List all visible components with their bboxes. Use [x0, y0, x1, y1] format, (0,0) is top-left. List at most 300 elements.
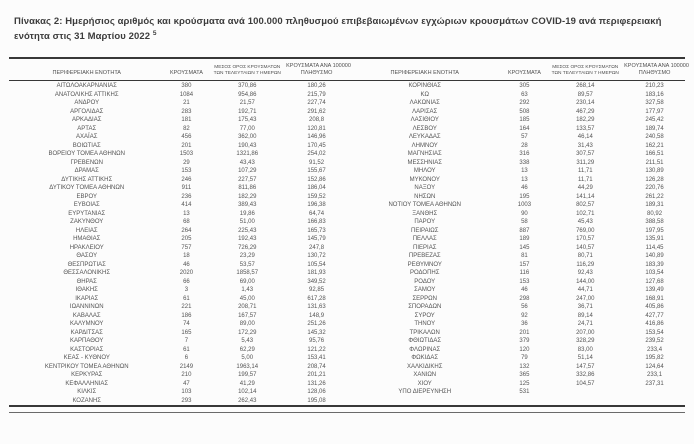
cell-region: ΑΙΤΩΛΟΑΚΑΡΝΑΝΙΑΣ — [56, 83, 117, 90]
table-row — [9, 235, 347, 244]
cell-per100k: 183,39 — [645, 261, 664, 268]
cell-cases: 157 — [519, 261, 530, 268]
cell-avg7: 21,57 — [239, 100, 255, 107]
cell-avg7: 45,00 — [239, 295, 255, 302]
cell-per100k: 114,45 — [645, 244, 664, 251]
cell-region: ΚΑΒΑΛΑΣ — [72, 312, 101, 319]
table-row — [347, 337, 685, 346]
cell-region: ΧΑΝΙΩΝ — [413, 372, 437, 379]
table-row — [347, 82, 685, 91]
cell-per100k: 153,41 — [307, 355, 326, 362]
cell-per100k: 189,74 — [645, 125, 664, 132]
table-row — [347, 201, 685, 210]
cell-region: ΡΟΔΟΥ — [414, 278, 436, 285]
table-row — [347, 380, 685, 389]
cell-region: ΣΥΡΟΥ — [414, 312, 435, 319]
cell-region: ΔΥΤΙΚΗΣ ΑΤΤΙΚΗΣ — [61, 176, 113, 183]
cell-avg7: 170,57 — [576, 236, 595, 243]
cell-per100k: 140,89 — [645, 253, 664, 260]
cell-avg7: 227,57 — [238, 176, 257, 183]
cell-per100k: 135,91 — [645, 236, 664, 243]
cell-avg7: 332,86 — [576, 372, 595, 379]
cell-cases: 61 — [183, 346, 190, 353]
header-cases: ΚΡΟΥΣΜΑΤΑ — [169, 70, 203, 77]
cell-avg7: 208,71 — [238, 304, 257, 311]
cell-per100k: 245,42 — [645, 117, 664, 124]
cell-per100k: 159,52 — [307, 193, 326, 200]
left-table-body — [9, 82, 347, 405]
table-row — [347, 244, 685, 253]
right-table-body — [347, 82, 685, 405]
cell-region: ΠΕΙΡΑΙΩΣ — [411, 227, 439, 234]
cell-region: ΠΕΛΛΑΣ — [412, 236, 437, 243]
cell-region: ΗΛΕΙΑΣ — [75, 227, 98, 234]
cell-per100k: 126,28 — [645, 176, 664, 183]
cell-per100k: 177,97 — [645, 108, 664, 115]
table-row — [9, 193, 347, 202]
cell-avg7: 36,71 — [577, 304, 593, 311]
covid-regional-table — [9, 57, 689, 407]
table-row — [9, 261, 347, 270]
cell-cases: 79 — [521, 355, 528, 362]
cell-per100k: 327,58 — [645, 100, 664, 107]
cell-avg7: 167,57 — [238, 312, 257, 319]
cell-region: ΡΟΔΟΠΗΣ — [410, 270, 440, 277]
cell-avg7: 362,00 — [238, 134, 257, 141]
table-row — [9, 371, 347, 380]
cell-avg7: 175,43 — [238, 117, 257, 124]
table-row — [9, 244, 347, 253]
table-row — [9, 201, 347, 210]
cell-cases: 92 — [521, 312, 528, 319]
cell-region: ΙΘΑΚΗΣ — [75, 287, 98, 294]
cell-per100k: 152,86 — [307, 176, 326, 183]
cell-region: ΜΥΚΟΝΟΥ — [409, 176, 440, 183]
cell-avg7: 726,29 — [238, 244, 257, 251]
cell-region: ΚΩ — [420, 91, 429, 98]
cell-region: ΠΡΕΒΕΖΑΣ — [408, 253, 441, 260]
table-row — [347, 388, 685, 397]
cell-avg7: 328,29 — [576, 338, 595, 345]
table-row — [9, 312, 347, 321]
table-row — [9, 116, 347, 125]
cell-cases: 292 — [519, 100, 530, 107]
table-row — [9, 380, 347, 389]
cell-per100k: 261,22 — [645, 193, 664, 200]
cell-cases: 2149 — [179, 363, 194, 370]
table-row — [347, 176, 685, 185]
cell-region: ΚΑΡΠΑΘΟΥ — [70, 338, 104, 345]
table-row — [347, 354, 685, 363]
cell-cases: 293 — [181, 397, 192, 404]
cell-cases: 46 — [183, 261, 190, 268]
cell-per100k: 168,91 — [645, 295, 664, 302]
table-row — [9, 303, 347, 312]
table-row — [9, 210, 347, 219]
cell-avg7: 46,14 — [577, 134, 593, 141]
cell-cases: 18 — [183, 253, 190, 260]
cell-region: ΗΡΑΚΛΕΙΟΥ — [69, 244, 104, 251]
cell-region: ΛΗΜΝΟΥ — [411, 142, 438, 149]
cell-cases: 164 — [519, 125, 530, 132]
cell-cases: 116 — [519, 270, 530, 277]
cell-per100k: 197,95 — [645, 227, 664, 234]
cell-per100k: 146,96 — [307, 134, 326, 141]
cell-region: ΑΡΚΑΔΙΑΣ — [72, 117, 102, 124]
cell-per100k: 189,31 — [645, 202, 664, 209]
cell-cases: 186 — [181, 312, 192, 319]
cell-per100k: 139,49 — [645, 287, 664, 294]
cell-region: ΕΥΡΥΤΑΝΙΑΣ — [68, 210, 106, 217]
cell-cases: 338 — [519, 159, 530, 166]
cell-cases: 2020 — [179, 270, 194, 277]
table-row — [347, 363, 685, 372]
cell-avg7: 140,57 — [576, 244, 595, 251]
cell-avg7: 51,14 — [577, 355, 593, 362]
cell-cases: 6 — [184, 355, 189, 362]
table-row — [347, 312, 685, 321]
cell-region: ΚΕΦΑΛΛΗΝΙΑΣ — [65, 380, 109, 387]
cell-cases: 1084 — [179, 91, 194, 98]
header-per100k — [286, 63, 351, 78]
cell-region: ΛΕΣΒΟΥ — [412, 125, 437, 132]
cell-per100k: 92,85 — [309, 287, 325, 294]
table-row — [347, 193, 685, 202]
table-row — [9, 167, 347, 176]
cell-avg7: 89,57 — [577, 91, 593, 98]
cell-avg7: 802,57 — [576, 202, 595, 209]
cell-cases: 29 — [183, 159, 190, 166]
table-row — [347, 125, 685, 134]
cell-per100k: 208,8 — [309, 117, 325, 124]
cell-avg7: 69,00 — [239, 278, 255, 285]
cell-per100k: 201,21 — [307, 372, 326, 379]
cell-region: ΦΩΚΙΔΑΣ — [411, 355, 439, 362]
cell-per100k: 181,93 — [307, 270, 326, 277]
cell-avg7: 24,71 — [577, 321, 593, 328]
cell-per100k: 349,52 — [307, 278, 326, 285]
cell-cases: 1003 — [517, 202, 532, 209]
cell-region: ΛΑΚΩΝΙΑΣ — [409, 100, 440, 107]
table-row — [347, 218, 685, 227]
header-per100k-line2: ΠΛΗΘΥΣΜΟ — [300, 70, 333, 77]
cell-avg7: 11,71 — [577, 176, 593, 183]
table-row — [9, 363, 347, 372]
cell-cases: 316 — [519, 151, 530, 158]
table-row — [9, 142, 347, 151]
cell-region: ΚΙΛΚΙΣ — [77, 389, 97, 396]
table-caption — [0, 0, 692, 44]
table-row — [347, 261, 685, 270]
table-row — [9, 346, 347, 355]
cell-region: ΘΕΣΠΡΩΤΙΑΣ — [67, 261, 106, 268]
table-row — [347, 167, 685, 176]
cell-cases: 185 — [519, 117, 530, 124]
bottom-rule — [9, 412, 685, 413]
table-caption-text: Πίνακας 2: Ημερήσιος αριθμός και κρούσματα ανά 100.000 πληθυσμού επιβεβαιωμένων εγχώριων κρουσμάτων COVID-19 ανά περιφερειακή ενότητα στις 31 Μαρτίου 2022 — [14, 16, 662, 42]
cell-per100k: 120,81 — [307, 125, 326, 132]
cell-cases: 221 — [181, 304, 192, 311]
cell-per100k: 64,74 — [309, 210, 325, 217]
cell-region: ΛΕΥΚΑΔΑΣ — [408, 134, 441, 141]
table-row — [9, 133, 347, 142]
footnote-marker: 5 — [152, 29, 157, 37]
cell-avg7: 44,71 — [577, 287, 593, 294]
cell-region: ΚΕΑΣ - ΚΥΘΝΟΥ — [63, 355, 110, 362]
cell-region: ΚΑΡΔΙΤΣΑΣ — [70, 329, 103, 336]
cell-avg7: 311,29 — [576, 159, 595, 166]
cell-avg7: 141,14 — [576, 193, 595, 200]
table-row — [347, 303, 685, 312]
cell-per100k: 617,28 — [307, 295, 326, 302]
cell-avg7: 1963,14 — [236, 363, 259, 370]
cell-cases: 283 — [181, 108, 192, 115]
cell-per100k: 247,8 — [309, 244, 325, 251]
cell-per100k: 211,51 — [645, 159, 664, 166]
table-row — [347, 329, 685, 338]
cell-per100k: 155,67 — [307, 168, 326, 175]
header-per100k-line1: ΚΡΟΥΣΜΑΤΑ ΑΝΑ 100000 — [624, 63, 689, 70]
cell-cases: 90 — [521, 210, 528, 217]
cell-per100k: 170,45 — [307, 142, 326, 149]
header-avg7 — [546, 65, 624, 78]
cell-avg7: 51,00 — [239, 219, 255, 226]
table-row — [9, 176, 347, 185]
table-row — [9, 295, 347, 304]
cell-cases: 1503 — [179, 151, 194, 158]
cell-region: ΠΙΕΡΙΑΣ — [413, 244, 437, 251]
cell-avg7: 370,86 — [238, 83, 257, 90]
cell-avg7: 53,57 — [239, 261, 255, 268]
table-row — [9, 82, 347, 91]
cell-per100k: 195,08 — [307, 397, 326, 404]
header-per100k — [624, 63, 689, 78]
header-cases: ΚΡΟΥΣΜΑΤΑ — [507, 70, 541, 77]
cell-cases: 13 — [521, 176, 528, 183]
cell-cases: 13 — [521, 168, 528, 175]
cell-avg7: 1,43 — [241, 287, 254, 294]
cell-avg7: 769,00 — [576, 227, 595, 234]
cell-per100k: 153,54 — [645, 329, 664, 336]
cell-per100k: 239,52 — [645, 338, 664, 345]
table-row — [347, 346, 685, 355]
header-region: ΠΕΡΙΦΕΡΕΙΑΚΗ ΕΝΟΤΗΤΑ — [52, 70, 121, 77]
cell-avg7: 182,29 — [576, 117, 595, 124]
cell-region: ΠΑΡΟΥ — [414, 219, 436, 226]
cell-per100k: 80,92 — [647, 210, 663, 217]
cell-region: ΘΕΣΣΑΛΟΝΙΚΗΣ — [63, 270, 111, 277]
cell-per100k: 291,62 — [307, 108, 326, 115]
table-row — [9, 278, 347, 287]
cell-avg7: 225,43 — [238, 227, 257, 234]
cell-avg7: 262,43 — [238, 397, 257, 404]
cell-cases: 165 — [181, 329, 192, 336]
table-row — [347, 99, 685, 108]
cell-per100k: 148,9 — [309, 312, 325, 319]
cell-avg7: 102,71 — [576, 210, 595, 217]
cell-region: ΘΗΡΑΣ — [76, 278, 97, 285]
table-row — [9, 286, 347, 295]
cell-region: ΚΕΡΚΥΡΑΣ — [71, 372, 103, 379]
table-row — [9, 108, 347, 117]
cell-cases: 264 — [181, 227, 192, 234]
cell-region: ΘΑΣΟΥ — [76, 253, 98, 260]
cell-per100k: 105,54 — [307, 261, 326, 268]
table-row — [347, 295, 685, 304]
cell-region: ΔΡΑΜΑΣ — [74, 168, 99, 175]
cell-avg7: 199,57 — [238, 372, 257, 379]
cell-cases: 56 — [521, 304, 528, 311]
cell-per100k: 145,79 — [307, 236, 326, 243]
cell-cases: 74 — [183, 321, 190, 328]
cell-per100k: 405,86 — [645, 304, 664, 311]
cell-per100k: 131,63 — [307, 304, 326, 311]
cell-region: ΜΕΣΣΗΝΙΑΣ — [407, 159, 442, 166]
cell-per100k: 233,1 — [647, 372, 663, 379]
cell-cases: 13 — [183, 210, 190, 217]
cell-per100k: 166,51 — [645, 151, 664, 158]
cell-cases: 456 — [181, 134, 192, 141]
cell-region: ΑΝΑΤΟΛΙΚΗΣ ΑΤΤΙΚΗΣ — [54, 91, 119, 98]
cell-region: ΞΑΝΘΗΣ — [412, 210, 438, 217]
table-row — [9, 159, 347, 168]
cell-avg7: 182,29 — [238, 193, 257, 200]
cell-cases: 145 — [519, 244, 530, 251]
cell-cases: 3 — [184, 287, 189, 294]
table-row — [9, 150, 347, 159]
cell-avg7: 44,29 — [577, 185, 593, 192]
table-row — [347, 320, 685, 329]
cell-avg7: 104,57 — [576, 380, 595, 387]
cell-avg7: 23,29 — [239, 253, 255, 260]
cell-per100k: 186,04 — [307, 185, 326, 192]
cell-region: ΙΩΑΝΝΙΝΩΝ — [69, 304, 104, 311]
table-row — [9, 125, 347, 134]
cell-cases: 305 — [519, 83, 530, 90]
cell-per100k: 145,32 — [307, 329, 326, 336]
cell-cases: 201 — [519, 329, 530, 336]
cell-avg7: 62,29 — [239, 346, 255, 353]
header-avg7 — [208, 65, 286, 78]
cell-avg7: 45,43 — [577, 219, 593, 226]
cell-region: ΧΑΛΚΙΔΙΚΗΣ — [407, 363, 443, 370]
cell-cases: 125 — [519, 380, 530, 387]
cell-per100k: 124,64 — [645, 363, 664, 370]
header-avg7-line2: ΤΩΝ ΤΕΛΕΥΤΑΙΩΝ 7 ΗΜΕΡΩΝ — [213, 71, 281, 77]
cell-region: ΥΠΟ ΔΙΕΡΕΥΝΗΣΗ — [398, 389, 452, 396]
cell-avg7: 1321,86 — [236, 151, 259, 158]
table-row — [9, 354, 347, 363]
cell-avg7: 192,43 — [238, 236, 257, 243]
cell-avg7: 80,71 — [577, 253, 593, 260]
table-row — [347, 210, 685, 219]
cell-avg7: 811,86 — [238, 185, 257, 192]
table-row — [9, 329, 347, 338]
cell-avg7: 190,43 — [238, 142, 257, 149]
cell-region: ΚΑΛΥΜΝΟΥ — [70, 321, 104, 328]
header-avg7-line1: ΜΕΣΟΣ ΟΡΟΣ ΚΡΟΥΣΜΑΤΩΝ — [214, 65, 281, 71]
table-row — [9, 99, 347, 108]
cell-region: ΙΚΑΡΙΑΣ — [75, 295, 99, 302]
cell-cases: 189 — [519, 236, 530, 243]
left-table-header — [9, 63, 351, 78]
cell-avg7: 102,14 — [238, 389, 257, 396]
table-row — [347, 269, 685, 278]
table-row — [347, 227, 685, 236]
table-row — [9, 337, 347, 346]
cell-cases: 57 — [521, 134, 528, 141]
cell-region: ΒΟΡΕΙΟΥ ΤΟΜΕΑ ΑΘΗΝΩΝ — [48, 151, 125, 158]
cell-cases: 61 — [183, 295, 190, 302]
cell-cases: 508 — [519, 108, 530, 115]
cell-avg7: 230,14 — [576, 100, 595, 107]
header-per100k-line1: ΚΡΟΥΣΜΑΤΑ ΑΝΑ 100000 — [286, 63, 351, 70]
cell-region: ΚΟΖΑΝΗΣ — [72, 397, 101, 404]
cell-region: ΔΥΤΙΚΟΥ ΤΟΜΕΑ ΑΘΗΝΩΝ — [49, 185, 125, 192]
cell-cases: 21 — [183, 100, 190, 107]
cell-per100k: 208,74 — [307, 363, 326, 370]
table-row — [9, 227, 347, 236]
cell-per100k: 254,02 — [307, 151, 326, 158]
cell-cases: 201 — [181, 142, 192, 149]
table-row — [347, 142, 685, 151]
cell-cases: 46 — [521, 185, 528, 192]
cell-avg7: 954,86 — [238, 91, 257, 98]
cell-region: ΚΟΡΙΝΘΙΑΣ — [408, 83, 441, 90]
cell-cases: 365 — [519, 372, 530, 379]
cell-cases: 246 — [181, 176, 192, 183]
cell-cases: 68 — [183, 219, 190, 226]
cell-region: ΗΜΑΘΙΑΣ — [73, 236, 101, 243]
table-row — [347, 371, 685, 380]
cell-avg7: 92,43 — [577, 270, 593, 277]
cell-cases: 153 — [519, 278, 530, 285]
table-header-row — [9, 59, 689, 81]
cell-cases: 379 — [519, 338, 530, 345]
table-row — [9, 397, 347, 406]
cell-avg7: 192,71 — [238, 108, 257, 115]
cell-per100k: 237,31 — [645, 380, 664, 387]
cell-avg7: 5,43 — [241, 338, 254, 345]
cell-per100k: 227,74 — [307, 100, 326, 107]
cell-per100k: 180,26 — [307, 83, 326, 90]
cell-region: ΧΙΟΥ — [417, 380, 432, 387]
table-row — [9, 269, 347, 278]
cell-cases: 887 — [519, 227, 530, 234]
cell-cases: 58 — [521, 219, 528, 226]
table-row — [9, 218, 347, 227]
table-row — [347, 278, 685, 287]
cell-region: ΚΕΝΤΡΙΚΟΥ ΤΟΜΕΑ ΑΘΗΝΩΝ — [44, 363, 129, 370]
cell-region: ΒΟΙΩΤΙΑΣ — [72, 142, 101, 149]
cell-avg7: 89,00 — [239, 321, 255, 328]
table-row — [347, 91, 685, 100]
cell-per100k: 195,82 — [645, 355, 664, 362]
cell-region: ΚΑΣΤΟΡΙΑΣ — [70, 346, 104, 353]
cell-per100k: 91,52 — [309, 159, 325, 166]
header-region: ΠΕΡΙΦΕΡΕΙΑΚΗ ΕΝΟΤΗΤΑ — [390, 70, 459, 77]
cell-cases: 82 — [183, 125, 190, 132]
table-row — [347, 108, 685, 117]
cell-cases: 911 — [181, 185, 192, 192]
cell-per100k: 95,76 — [309, 338, 325, 345]
cell-region: ΝΟΤΙΟΥ ΤΟΜΕΑ ΑΘΗΝΩΝ — [388, 202, 461, 209]
cell-region: ΑΧΑΪΑΣ — [76, 134, 98, 141]
cell-per100k: 130,72 — [307, 253, 326, 260]
cell-cases: 380 — [181, 83, 192, 90]
cell-cases: 181 — [181, 117, 192, 124]
cell-avg7: 172,29 — [238, 329, 257, 336]
